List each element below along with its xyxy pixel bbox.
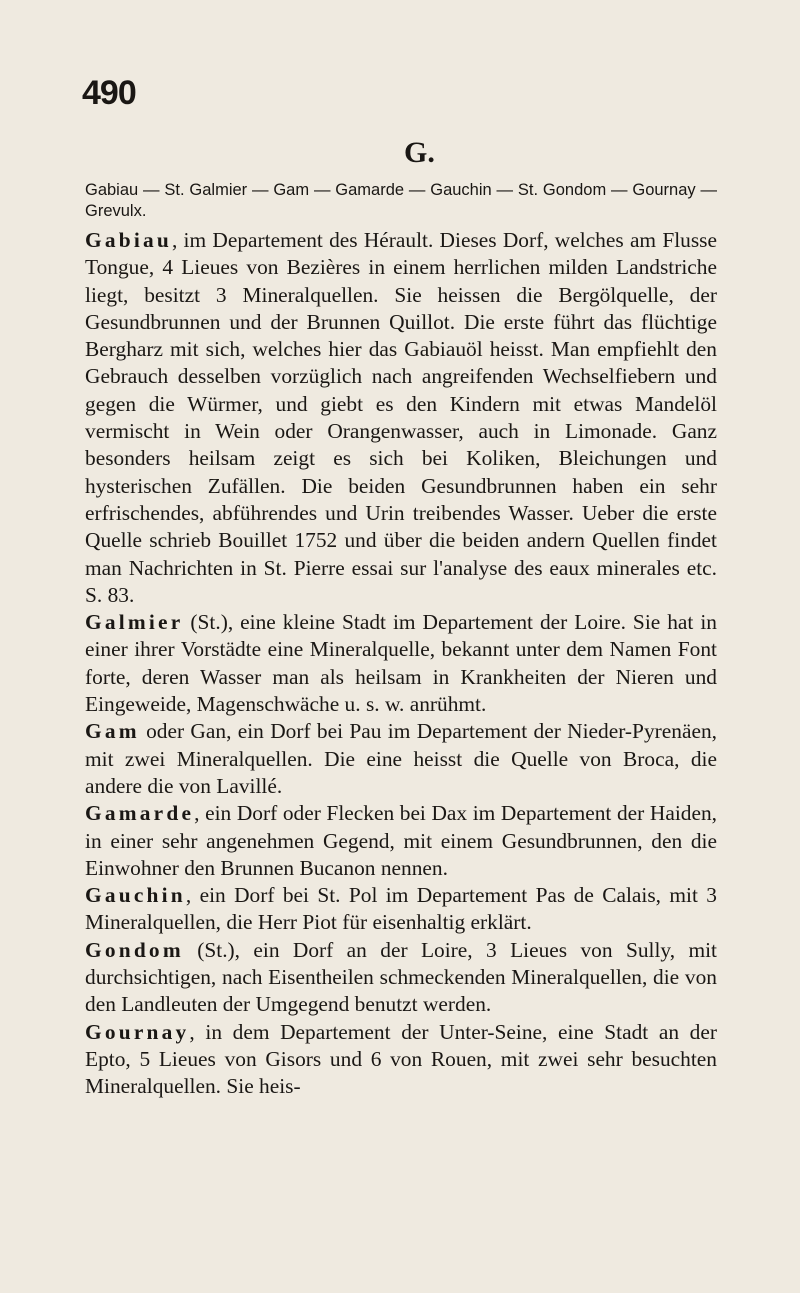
entry-text: , ein Dorf oder Flecken bei Dax im Departement der Haiden, in einer sehr angenehmen Gegend, mit einem Gesundbrunnen, den die Einwohner den Brunnen Bucanon nennen. bbox=[85, 801, 717, 880]
entry-term: Gondom bbox=[85, 937, 184, 962]
entry-term: Gamarde bbox=[85, 801, 195, 826]
entry-gauchin bbox=[85, 882, 717, 937]
section-index: Gabiau — St. Galmier — Gam — Gamarde — Gauchin — St. Gondom — Gournay — Grevulx. bbox=[85, 181, 717, 220]
section-letter: G. bbox=[404, 136, 435, 169]
entry-gondom bbox=[85, 937, 717, 1019]
entry-text: (St.), eine kleine Stadt im Departement der Loire. Sie hat in einer ihrer Vorstädte eine Mineralquelle, bekannt unter dem Namen Font forte, deren Wasser man als heilsam in Krankheiten der Nieren und Eingeweide, Magenschwäche u. s. w. anrühmt. bbox=[85, 610, 717, 717]
entry-text: , ein Dorf bei St. Pol im Departement Pas de Calais, mit 3 Mineralquellen, die Herr Piot für eisenhaltig erklärt. bbox=[85, 883, 717, 935]
body-text bbox=[85, 227, 717, 1101]
entry-text: oder Gan, ein Dorf bei Pau im Departement der Nieder-Pyrenäen, mit zwei Mineralquellen. Die eine heisst die Quelle von Broca, die andere die von Lavillé. bbox=[85, 719, 717, 798]
entry-galmier bbox=[85, 609, 717, 718]
entry-text: , in dem Departement der Unter-Seine, eine Stadt an der Epto, 5 Lieues von Gisors und 6 von Rouen, mit zwei sehr besuchten Mineralquellen. Sie heis- bbox=[85, 1019, 717, 1099]
entry-text: (St.), ein Dorf an der Loire, 3 Lieues von Sully, mit durchsichtigen, nach Eisentheilen schmeckenden Mineralquellen, die von den Landleuten der Umgegend benutzt werden. bbox=[85, 937, 717, 1017]
entry-gournay bbox=[85, 1019, 717, 1101]
entry-term: Gam bbox=[85, 719, 140, 744]
entry-term: Galmier bbox=[85, 610, 184, 635]
entry-term: Gournay bbox=[85, 1019, 190, 1044]
entry-gam bbox=[85, 718, 717, 800]
entry-text: , im Departement des Hérault. Dieses Dorf, welches am Flusse Tongue, 4 Lieues von Bezières in einem herrlichen milden Landstriche liegt, besitzt 3 Mineralquellen. Sie heissen die Bergölquelle, der Gesundbrunnen und der Brunnen Quillot. Die erste führt das flüchtige Bergharz mit sich, welches hier das Gabiauöl heisst. Man empfiehlt den Gebrauch desselben vorzüglich nach angreifenden Wechselfiebern und gegen die Würmer, und giebt es den Kindern mit etwas Mandelöl vermischt in Wein oder Orangenwasser, auch in Limonade. Ganz besonders heilsam zeigt es sich bei Koliken, Bleichungen und hysterischen Zufällen. Die beiden Gesundbrunnen haben ein sehr erfrischendes, abführendes und Urin treibendes Wasser. Ueber die erste Quelle schrieb Bouillet 1752 und über die beiden andern Quellen findet man Nachrichten in St. Pierre essai sur l'analyse des eaux minerales etc. S. 83. bbox=[85, 228, 717, 607]
entry-term: Gabiau bbox=[85, 228, 172, 252]
page-number: 490 bbox=[82, 74, 136, 112]
entry-term: Gauchin bbox=[85, 883, 186, 908]
entry-gamarde bbox=[85, 800, 717, 882]
entry-gabiau bbox=[85, 227, 717, 609]
